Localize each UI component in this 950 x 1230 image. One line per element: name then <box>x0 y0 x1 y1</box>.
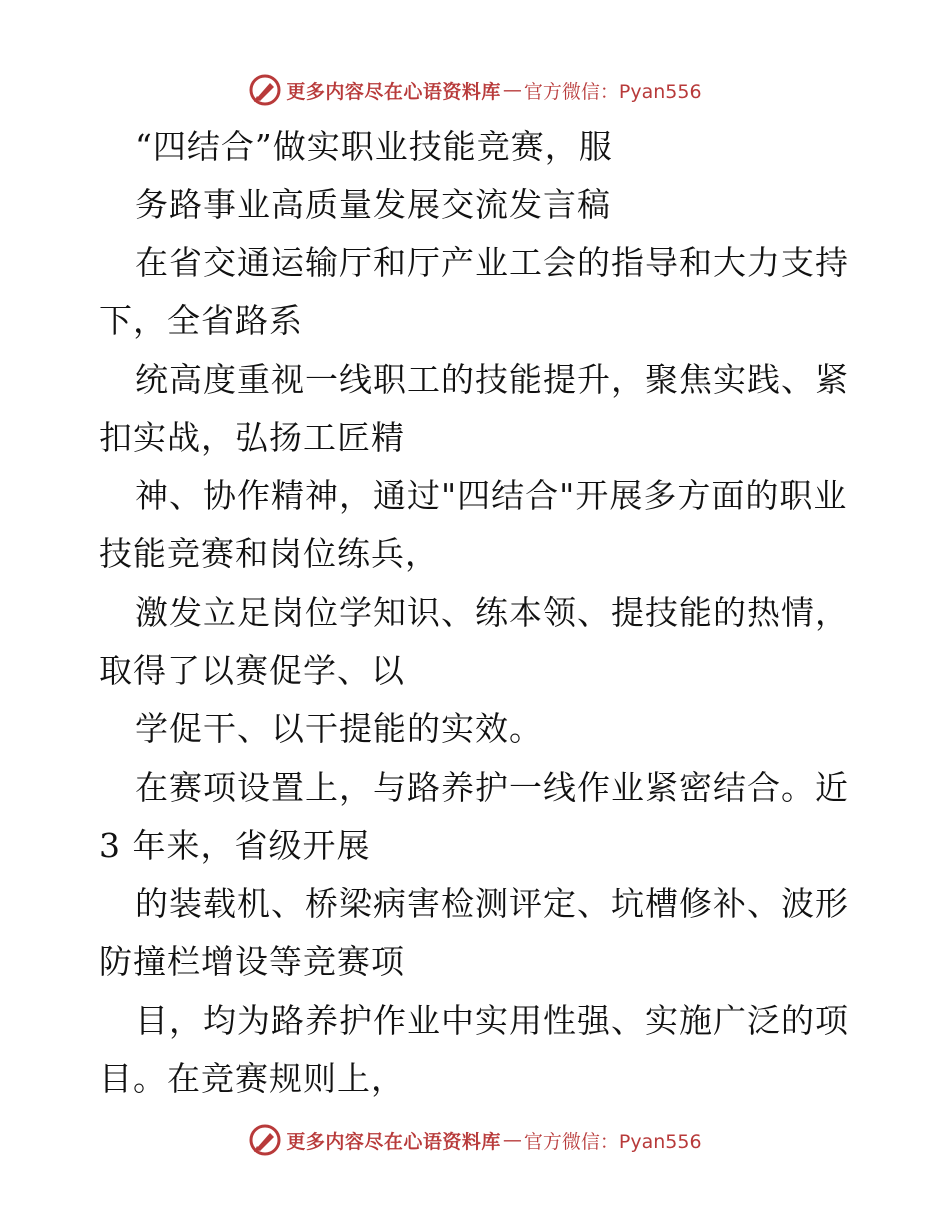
banner-contact-text: 官方微信：Pyan556 <box>523 1130 702 1153</box>
banner-contact-text: 官方微信：Pyan556 <box>523 80 702 103</box>
doc-title-line-2: 务路事业高质量发展交流发言稿 <box>135 185 611 224</box>
doc-line: 激发立足岗位学知识、练本领、提技能的热情， <box>135 593 849 632</box>
doc-line: 下，全省路系 <box>99 301 303 340</box>
banner-separator: — <box>502 79 522 101</box>
doc-line: 在省交通运输厅和厅产业工会的指导和大力支持 <box>135 243 849 282</box>
doc-line: 神、协作精神，通过"四结合"开展多方面的职业 <box>135 476 848 515</box>
doc-line: 的装载机、桥梁病害检测评定、坑槽修补、波形 <box>135 884 849 923</box>
doc-line: 取得了以赛促学、以 <box>99 651 405 690</box>
header-banner <box>0 70 950 110</box>
doc-line: 3 年来，省级开展 <box>99 826 371 865</box>
banner-brand-text: 更多内容尽在心语资料库 <box>286 1130 501 1153</box>
footer-banner <box>0 1120 950 1160</box>
doc-line: 在赛项设置上，与路养护一线作业紧密结合。近 <box>135 768 849 807</box>
doc-line: 防撞栏增设等竞赛项 <box>99 942 405 981</box>
doc-line: 技能竞赛和岗位练兵， <box>99 534 439 573</box>
banner-separator: — <box>502 1129 522 1151</box>
doc-title-line-1: “四结合”做实职业技能竞赛，服 <box>135 127 613 166</box>
doc-line: 目，均为路养护作业中实用性强、实施广泛的项 <box>135 1001 849 1040</box>
doc-line: 统高度重视一线职工的技能提升，聚焦实践、紧 <box>135 360 849 399</box>
pen-logo-icon <box>248 73 282 107</box>
banner-brand-text: 更多内容尽在心语资料库 <box>286 80 501 103</box>
doc-line: 目。在竞赛规则上， <box>99 1059 405 1098</box>
doc-line: 学促干、以干提能的实效。 <box>135 709 543 748</box>
doc-line: 扣实战，弘扬工匠精 <box>99 418 405 457</box>
pen-logo-icon <box>248 1123 282 1157</box>
